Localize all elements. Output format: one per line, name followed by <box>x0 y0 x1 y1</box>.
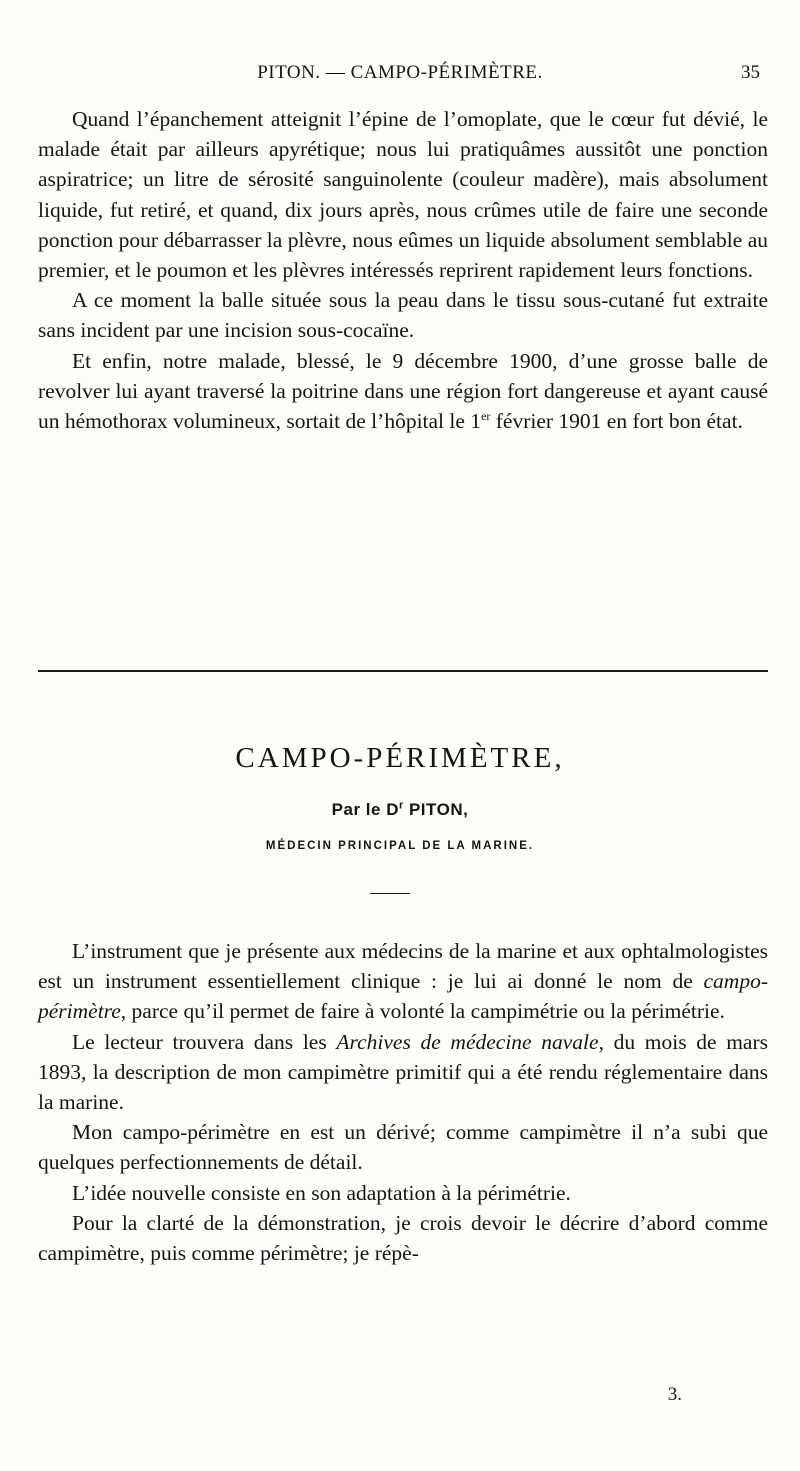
paragraph <box>38 346 768 437</box>
text-run: , parce qu’il permet de faire à volonté la campimétrie ou la périmétrie. <box>120 999 725 1024</box>
byline <box>0 800 800 820</box>
text-run: Et enfin, notre malade, blessé, le 9 décembre 1900, d’une grosse balle de revolver lui ayant traversé la poitrine dans une région fort dangereuse et ayant causé un hémothorax volumineux, sortait de l’hôpital le 1 <box>38 348 768 434</box>
page-number: 35 <box>741 62 760 83</box>
short-divider <box>370 893 410 894</box>
continued-text <box>38 104 768 436</box>
paragraph: L’idée nouvelle consiste en son adaptation à la périmétrie. <box>72 1180 571 1205</box>
text-run: L’instrument que je présente aux médecins de la marine et aux ophtalmologistes est un instrument essentiellement clinique : je lui ai donné le nom de <box>38 939 768 994</box>
paragraph: A ce moment la balle située sous la peau dans le tissu sous-cutané fut extraite sans incident par une incision sous-cocaïne. <box>38 288 768 343</box>
running-head <box>0 62 800 94</box>
italic-term: campo-périmètre <box>38 969 768 1024</box>
byline-superscript: r <box>398 799 404 812</box>
text-run: février 1901 en fort bon état. <box>490 409 743 434</box>
paragraph: Mon campo-périmètre en est un dérivé; comme campimètre il n’a subi que quelques perfectionnements de détail. <box>38 1120 768 1175</box>
italic-citation: Archives de médecine navale <box>336 1029 599 1054</box>
author-role: MÉDECIN PRINCIPAL DE LA MARINE. <box>265 840 535 852</box>
paragraph <box>38 1027 768 1118</box>
paragraph: Pour la clarté de la démonstration, je crois devoir le décrire d’abord comme campimètre, puis comme périmètre; je répè- <box>38 1210 768 1266</box>
author-name: PITON, <box>403 800 469 819</box>
article-body <box>38 936 768 1268</box>
signature-mark: 3. <box>667 1384 682 1405</box>
section-divider <box>38 670 768 672</box>
text-run: Le lecteur trouvera dans les <box>72 1029 337 1054</box>
text-run: , du mois de mars 1893, la description de mon campimètre primitif qui a été rendu réglementaire dans la marine. <box>38 1029 768 1115</box>
paragraph: Quand l’épanchement atteignit l’épine de l’omoplate, que le cœur fut dévié, le malade était par ailleurs apyrétique; nous lui pratiquâmes aussitôt une ponction aspiratrice; un litre de sérosité sanguinolente (couleur madère), mais absolument liquide, fut retiré, et quand, dix jours après, nous crûmes utile de faire une seconde ponction pour débarrasser la plèvre, nous eûmes un liquide absolument semblable au premier, et le poumon et les plèvres intéressés reprirent rapidement leurs fonctions. <box>38 107 768 283</box>
article-title: CAMPO-PÉRIMÈTRE, <box>235 742 565 774</box>
paragraph <box>38 936 768 1027</box>
byline-prefix: Par le D <box>331 800 399 819</box>
superscript: er <box>481 408 491 423</box>
running-title: PITON. — CAMPO-PÉRIMÈTRE. <box>257 62 543 83</box>
